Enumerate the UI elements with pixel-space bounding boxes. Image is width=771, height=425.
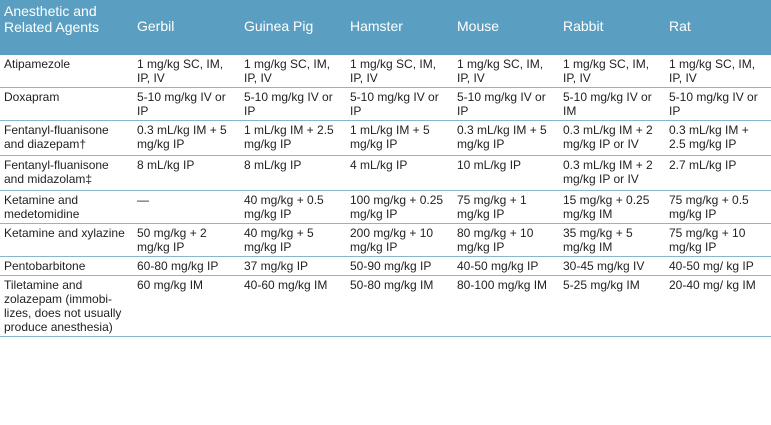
table-row — [0, 121, 771, 156]
dose-cell: 2.7 mL/kg IP — [665, 156, 771, 191]
header-guinea-pig: Guinea Pig — [244, 18, 314, 34]
agent-cell: Fentanyl-fluanisone and diazepam† — [0, 121, 133, 156]
dose-cell: 1 mg/kg SC, IM, IP, IV — [133, 55, 240, 88]
header-rat: Rat — [669, 18, 691, 34]
dose-cell: 5-10 mg/kg IV or IP — [453, 88, 559, 121]
header-mouse: Mouse — [457, 18, 500, 34]
dose-cell: 40-50 mg/kg IP — [453, 257, 559, 276]
header-gerbil: Gerbil — [137, 18, 175, 34]
header-rabbit: Rabbit — [563, 18, 604, 34]
table-row — [0, 156, 771, 191]
agent-cell: Doxapram — [0, 88, 133, 121]
dose-cell: 1 mg/kg SC, IM, IP, IV — [665, 55, 771, 88]
dose-cell: 80-100 mg/kg IM — [453, 276, 559, 337]
agent-cell: Ketamine and medetomidine — [0, 191, 133, 224]
dose-cell: 0.3 mL/kg IM + 2 mg/kg IP or IV — [559, 156, 665, 191]
dose-cell: 50 mg/kg + 2 mg/kg IP — [133, 224, 240, 257]
dose-cell: 75 mg/kg + 0.5 mg/kg IP — [665, 191, 771, 224]
dose-cell: 50-80 mg/kg IM — [346, 276, 453, 337]
dose-cell: 0.3 mL/kg IM + 2 mg/kg IP or IV — [559, 121, 665, 156]
dose-cell: 80 mg/kg + 10 mg/kg IP — [453, 224, 559, 257]
dose-cell: 5-10 mg/kg IV or IP — [665, 88, 771, 121]
dose-cell: 10 mL/kg IP — [453, 156, 559, 191]
dose-cell: 1 mg/kg SC, IM, IP, IV — [453, 55, 559, 88]
dose-cell: 40-50 mg/ kg IP — [665, 257, 771, 276]
dose-cell: 5-25 mg/kg IM — [559, 276, 665, 337]
agent-cell: Ketamine and xylazine — [0, 224, 133, 257]
dose-cell: 0.3 mL/kg IM + 5 mg/kg IP — [133, 121, 240, 156]
dose-cell: 40-60 mg/kg IM — [240, 276, 346, 337]
dose-cell: 20-40 mg/ kg IM — [665, 276, 771, 337]
table-row — [0, 257, 771, 276]
dose-cell: 1 mg/kg SC, IM, IP, IV — [559, 55, 665, 88]
dose-cell: 30-45 mg/kg IV — [559, 257, 665, 276]
table-row — [0, 191, 771, 224]
agent-cell: Tiletamine and zolazepam (immobi-lizes, does not usually produce anesthesia) — [0, 276, 133, 337]
header-row — [0, 0, 771, 55]
dose-cell: 5-10 mg/kg IV or IP — [346, 88, 453, 121]
dose-cell: 0.3 mL/kg IM + 5 mg/kg IP — [453, 121, 559, 156]
header-hamster: Hamster — [350, 18, 403, 34]
dose-cell: 4 mL/kg IP — [346, 156, 453, 191]
dose-cell: 75 mg/kg + 1 mg/kg IP — [453, 191, 559, 224]
dose-cell: 1 mL/kg IM + 5 mg/kg IP — [346, 121, 453, 156]
dose-cell: 40 mg/kg + 5 mg/kg IP — [240, 224, 346, 257]
dose-cell: 40 mg/kg + 0.5 mg/kg IP — [240, 191, 346, 224]
dose-cell: 8 mL/kg IP — [133, 156, 240, 191]
dose-cell: 60-80 mg/kg IP — [133, 257, 240, 276]
agent-cell: Fentanyl-fluanisone and midazolam‡ — [0, 156, 133, 191]
dose-cell: 60 mg/kg IM — [133, 276, 240, 337]
table-row — [0, 88, 771, 121]
dose-cell: 37 mg/kg IP — [240, 257, 346, 276]
table-row — [0, 224, 771, 257]
dose-cell: — — [133, 191, 240, 224]
dose-cell: 1 mg/kg SC, IM, IP, IV — [240, 55, 346, 88]
header-agent: Anesthetic and Related Agents — [4, 3, 99, 35]
table-row — [0, 276, 771, 337]
dose-cell: 75 mg/kg + 10 mg/kg IP — [665, 224, 771, 257]
dose-cell: 5-10 mg/kg IV or IM — [559, 88, 665, 121]
dose-cell: 50-90 mg/kg IP — [346, 257, 453, 276]
table-row — [0, 55, 771, 88]
dose-cell: 1 mg/kg SC, IM, IP, IV — [346, 55, 453, 88]
dose-cell: 0.3 mL/kg IM + 2.5 mg/kg IP — [665, 121, 771, 156]
dose-cell: 100 mg/kg + 0.25 mg/kg IP — [346, 191, 453, 224]
dose-cell: 1 mL/kg IM + 2.5 mg/kg IP — [240, 121, 346, 156]
dose-cell: 5-10 mg/kg IV or IP — [133, 88, 240, 121]
agent-cell: Pentobarbitone — [0, 257, 133, 276]
dose-cell: 35 mg/kg + 5 mg/kg IM — [559, 224, 665, 257]
dose-cell: 15 mg/kg + 0.25 mg/kg IM — [559, 191, 665, 224]
agent-cell: Atipamezole — [0, 55, 133, 88]
dose-cell: 8 mL/kg IP — [240, 156, 346, 191]
dose-cell: 200 mg/kg + 10 mg/kg IP — [346, 224, 453, 257]
dose-cell: 5-10 mg/kg IV or IP — [240, 88, 346, 121]
